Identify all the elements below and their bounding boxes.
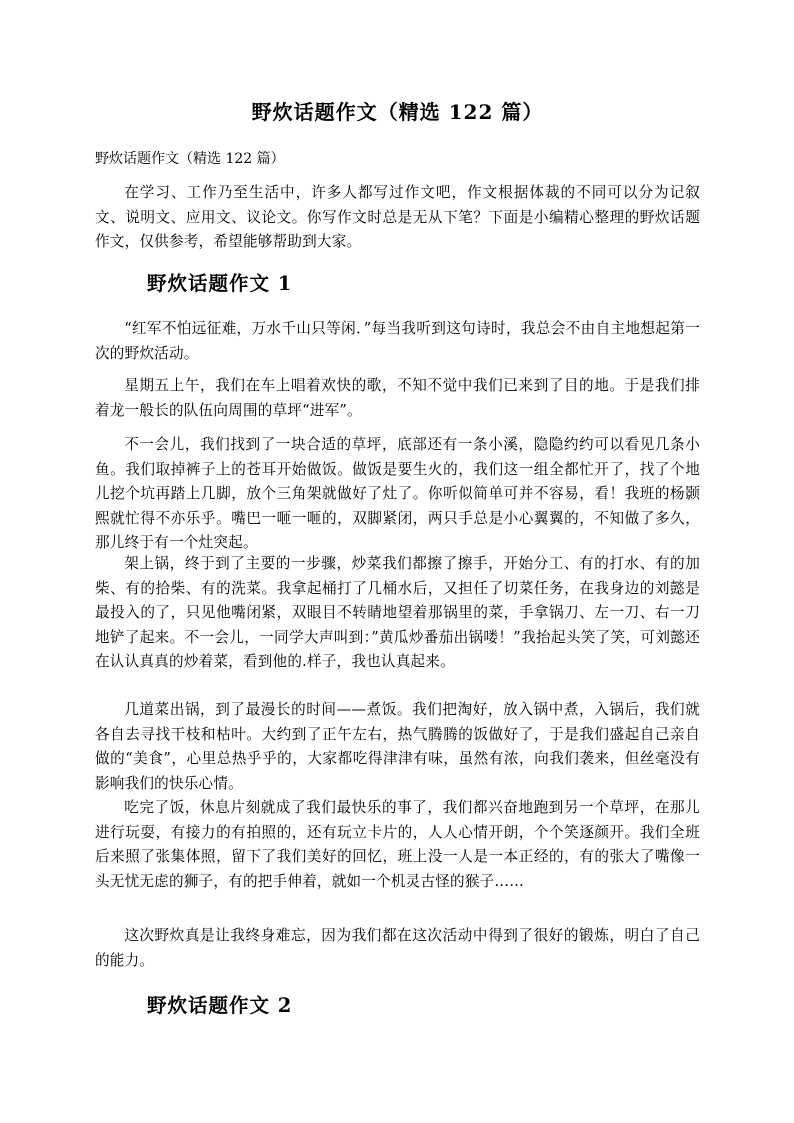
document-subtitle: 野炊话题作文（精选 122 篇） — [95, 151, 285, 167]
section-heading-2: 野炊话题作文 2 — [147, 994, 293, 1017]
paragraph: 这次野炊真是让我终身难忘，因为我们都在这次活动中得到了很好的锻炼，明白了自己的能力。 — [95, 927, 700, 969]
paragraph: 星期五上午，我们在车上唱着欢快的歌，不知不觉中我们已来到了目的地。于是我们排着龙一般长的队伍向周围的草坪“进军”。 — [95, 377, 700, 419]
paragraph: 架上锅，终于到了主要的一步骤，炒菜我们都擦了擦手，开始分工、有的打水、有的加柴、有的拾柴、有的洗菜。我拿起桶打了几桶水后，又担任了切菜任务，在我身边的刘懿是最投入的了，只见他嘴闭紧，双眼目不转睛地望着那锅里的菜，手拿锅刀、左一刀、右一刀地铲了起来。不一会儿，一同学大声叫到：”黄瓜炒番茄出锅喽！”我抬起头笑了笑，可刘懿还在认认真真的炒着菜，看到他的.样子，我也认真起来。 — [95, 555, 700, 670]
paragraph: 几道菜出锅，到了最漫长的时间——煮饭。我们把淘好，放入锅中煮，入锅后，我们就各自去寻找干枝和枯叶。大约到了正午左右，热气腾腾的饭做好了，于是我们盛起自己亲自做的“美食”，心里总热乎乎的，大家都吃得津津有味，虽然有浓，向我们袭来，但丝毫没有影响我们的快乐心情。 — [95, 701, 700, 792]
paragraph: 不一会儿，我们找到了一块合适的草坪，底部还有一条小溪，隐隐约约可以看见几条小鱼。我们取掉裤子上的苍耳开始做饭。做饭是要生火的，我们这一组全都忙开了，找了个地儿挖个坑再踏上几脚，放个三角架就做好了灶了。你听似简单可并不容易，看！我班的杨颢熙就忙得不亦乐乎。嘴巴一咂一咂的，双脚紧闭，两只手总是小心翼翼的，不知做了多久，那儿终于有一个灶突起。 — [95, 436, 700, 551]
document-title: 野炊话题作文（精选 122 篇） — [251, 100, 544, 124]
intro-paragraph: 在学习、工作乃至生活中，许多人都写过作文吧，作文根据体裁的不同可以分为记叙文、说明文、应用文、议论文。你写作文时总是无从下笔？下面是小编精心整理的野炊话题作文，仅供参考，希望能够帮助到大家。 — [95, 184, 700, 250]
paragraph: 吃完了饭，休息片刻就成了我们最快乐的事了，我们都兴奋地跑到另一个草坪，在那儿进行玩耍，有接力的有拍照的，还有玩立卡片的，人人心情开朗，个个笑逐颜开。我们全班后来照了张集体照，留下了我们美好的回忆，班上没一人是一本正经的，有的张大了嘴像一头无忧无虑的狮子，有的把手伸着，就如一个机灵古怪的猴子…… — [95, 799, 700, 890]
section-heading-1: 野炊话题作文 1 — [147, 272, 293, 295]
paragraph: “红军不怕远征难，万水千山只等闲．”每当我听到这句诗时，我总会不由自主地想起第一次的野炊活动。 — [95, 320, 700, 362]
